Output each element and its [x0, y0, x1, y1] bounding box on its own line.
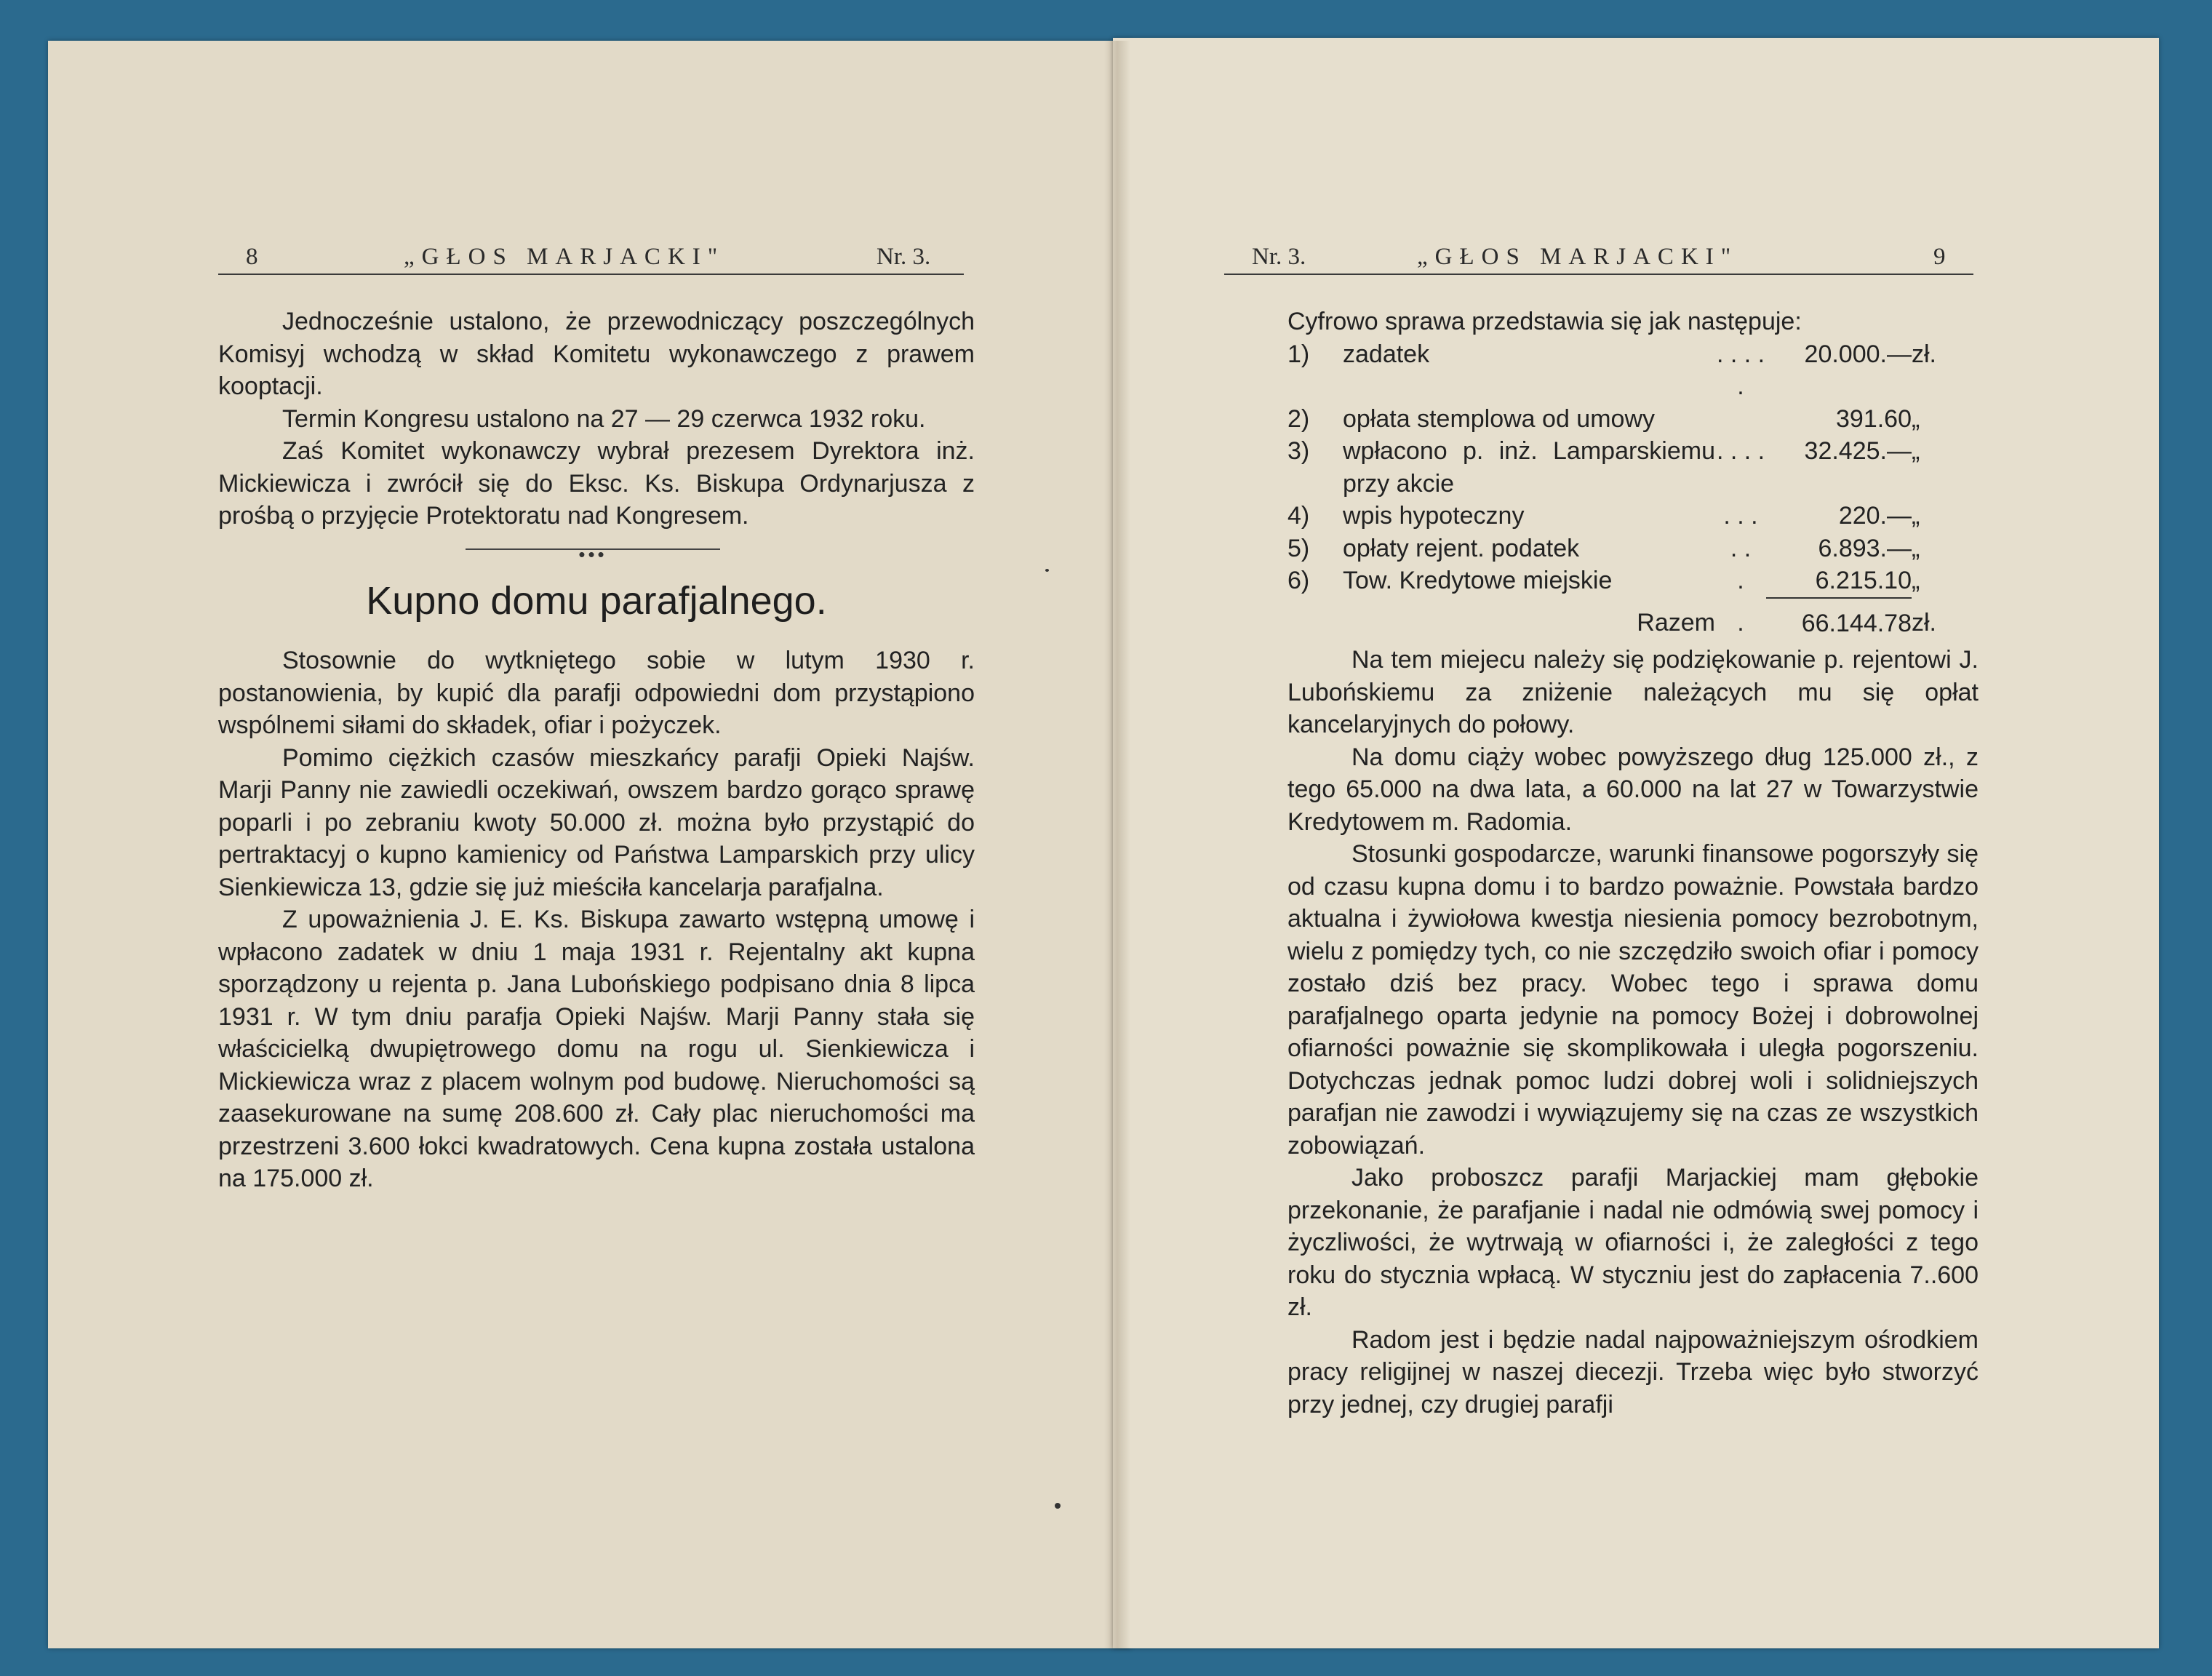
left-text-column: [218, 306, 975, 1195]
account-number: 3): [1287, 437, 1310, 465]
left-header-title: „GŁOS MARJACKI": [404, 244, 725, 270]
account-dots: . .: [1730, 534, 1752, 562]
total-amount: 66.144.78: [1801, 609, 1912, 637]
section-ornament: [218, 532, 975, 570]
account-amount: 6.893.—: [1818, 534, 1912, 562]
account-amount: 220.—: [1838, 502, 1912, 530]
account-label: Tow. Kredytowe miejskie: [1343, 567, 1613, 594]
account-number: 2): [1287, 404, 1310, 433]
account-label: opłata stemplowa od umowy: [1343, 404, 1656, 433]
left-page-number: 8: [246, 244, 258, 270]
account-currency: „: [1912, 534, 1920, 562]
paragraph: Zaś Komitet wykonawczy wybrał prezesem Dyrektora inż. Mickiewicza i zwrócił się do Eksc. Ks. Biskupa Ordynarjusza z prośbą o przyjęcie Protektoratu nad Kongresem.: [218, 437, 975, 530]
account-currency: „: [1912, 502, 1920, 530]
account-dots: .: [1737, 567, 1744, 594]
account-currency: „: [1912, 567, 1920, 594]
account-amount: 391.60: [1836, 404, 1912, 433]
account-currency: zł.: [1912, 340, 1936, 368]
account-number: 5): [1287, 534, 1310, 562]
account-row: [1287, 403, 1979, 436]
paragraph: Stosunki gospodarcze, warunki finansowe pogorszyły się od czasu kupna domu i to bardzo poważnie. Powstała bardzo aktualna i żywiołowa kwestja niesienia pomocy bezrobotnym, wielu z pomiędzy tych, co nie szczędziło swoich ofiar i pomocy zostało dziś bez pracy. Wobec tego i sprawa domu parafjalnego oparta jedynie na pomocy Bożej i dobrowolnej ofiarności poważnie się skomplikowała i uległa pogorszeniu. Dotychczas jednak pomoc ludzi dobrej woli i solidniejszych parafjan nie zawodzi i wywiązujemy się na czas ze wszystkich zobowiązań.: [1287, 840, 1979, 1160]
account-amount: 20.000.—: [1804, 340, 1912, 368]
account-label: zadatek: [1343, 340, 1430, 368]
page-speck: [1055, 1503, 1061, 1509]
accounts-table: [1287, 338, 1979, 640]
paragraph: Jednocześnie ustalono, że przewodniczący poszczególnych Komisyj wchodzą w skład Komitetu wykonawczego z prawem kooptacji.: [218, 308, 975, 400]
account-amount: 6.215.10: [1766, 564, 1912, 598]
right-text-column: [1287, 306, 1979, 1421]
right-paragraphs: [1287, 644, 1979, 1421]
account-currency: „: [1912, 437, 1920, 465]
account-row: [1287, 564, 1979, 598]
paragraph: Stosownie do wytkniętego sobie w lutym 1930 r. postanowienia, by kupić dla parafji odpowiedni dom przystąpiono wspólnemi siłami do składek, ofiar i pożyczek.: [218, 647, 975, 739]
account-dots: . . . . .: [1716, 340, 1765, 400]
account-total-row: [1287, 598, 1979, 640]
total-currency: zł.: [1912, 608, 1936, 637]
account-currency: „: [1912, 404, 1920, 433]
paragraph: Termin Kongresu ustalono na 27 — 29 czerwca 1932 roku.: [282, 404, 926, 433]
ornament-dots: •••: [578, 543, 607, 565]
account-number: 1): [1287, 340, 1310, 368]
account-number: 4): [1287, 502, 1310, 530]
paragraph: Pomimo ciężkich czasów mieszkańcy parafji Opieki Najśw. Marji Panny nie zawiedli oczekiwań, owszem bardzo gorąco sprawę poparli i po zebraniu kwoty 50.000 zł. można było przystąpić do pertraktacyj o kupno kamienicy od Państwa Lamparskich przy ulicy Sienkiewicza 13, gdzie się już mieściła kancelarja parafjalna.: [218, 743, 975, 901]
account-number: 6): [1287, 567, 1310, 594]
account-row: [1287, 435, 1979, 500]
paragraph: Na tem miejecu należy się podziękowanie p. rejentowi J. Lubońskiemu za zniżenie należących mu się opłat kancelaryjnych do połowy.: [1287, 646, 1979, 738]
left-paragraphs-before: [218, 306, 975, 532]
account-dots: [1715, 403, 1766, 436]
book-gutter: [1104, 41, 1130, 1648]
page-speck: [1045, 569, 1049, 572]
account-dots: . . .: [1723, 502, 1758, 530]
right-header-title: „GŁOS MARJACKI": [1417, 244, 1738, 270]
account-label: wpłacono p. inż. Lamparskiemu przy akcie: [1343, 437, 1715, 498]
section-heading: Kupno domu parafjalnego.: [366, 578, 827, 623]
total-label: Razem: [1637, 608, 1715, 637]
total-dots: .: [1737, 608, 1744, 637]
account-label: opłaty rejent. podatek: [1343, 534, 1580, 562]
right-header-issue: Nr. 3.: [1252, 244, 1306, 270]
total-spacer: [1287, 598, 1343, 640]
left-running-head: [218, 244, 964, 275]
paragraph: Z upoważnienia J. E. Ks. Biskupa zawarto wstępną umowę i wpłacono zadatek w dniu 1 maja 1931 r. Rejentalny akt kupna sporządzony u rejenta p. Jana Lubońskiego podpisano dnia 8 lipca 1931 r. W tym dniu parafja Opieki Najśw. Marji Panny stała się właścicielką dwupiętrowego domu na rogu ul. Sienkiewicza i Mickiewicza wraz z placem wolnym pod budowę. Nieruchomości są zaasekurowane na sumę 208.600 zł. Cały plac nieruchomości ma przestrzeni 3.600 łokci kwadratowych. Cena kupna została ustalona na 175.000 zł.: [218, 906, 975, 1192]
right-page-number: 9: [1933, 244, 1946, 270]
left-header-issue: Nr. 3.: [877, 244, 931, 270]
paragraph: Radom jest i będzie nadal najpoważniejszym ośrodkiem pracy religijnej w naszej diecezji. Trzeba więc było stworzyć przy jednej, czy drugiej parafji: [1287, 1325, 1979, 1418]
account-row: [1287, 532, 1979, 565]
account-row: [1287, 500, 1979, 532]
account-dots: . . . .: [1716, 437, 1765, 465]
account-label: wpis hypoteczny: [1343, 502, 1525, 530]
paragraph: Jako proboszcz parafji Marjackiej mam głębokie przekonanie, że parafjanie i nadal nie odmówią swej pomocy i życzliwości, że wytrwają w ofiarności i, że zaległości z tego roku do stycznia wpłacą. W styczniu jest do zapłacenia 7..600 zł.: [1287, 1164, 1979, 1321]
paragraph: Na domu ciąży wobec powyższego dług 125.000 zł., z tego 65.000 na dwa lata, a 60.000 na lat 27 w Towarzystwie Kredytowem m. Radomia.: [1287, 743, 1979, 836]
right-running-head: [1224, 244, 1973, 275]
account-amount: 32.425.—: [1804, 437, 1912, 465]
accounts-intro: Cyfrowo sprawa przedstawia się jak następuje:: [1287, 308, 1802, 335]
account-row: [1287, 338, 1979, 403]
left-paragraphs-after: [218, 645, 975, 1195]
